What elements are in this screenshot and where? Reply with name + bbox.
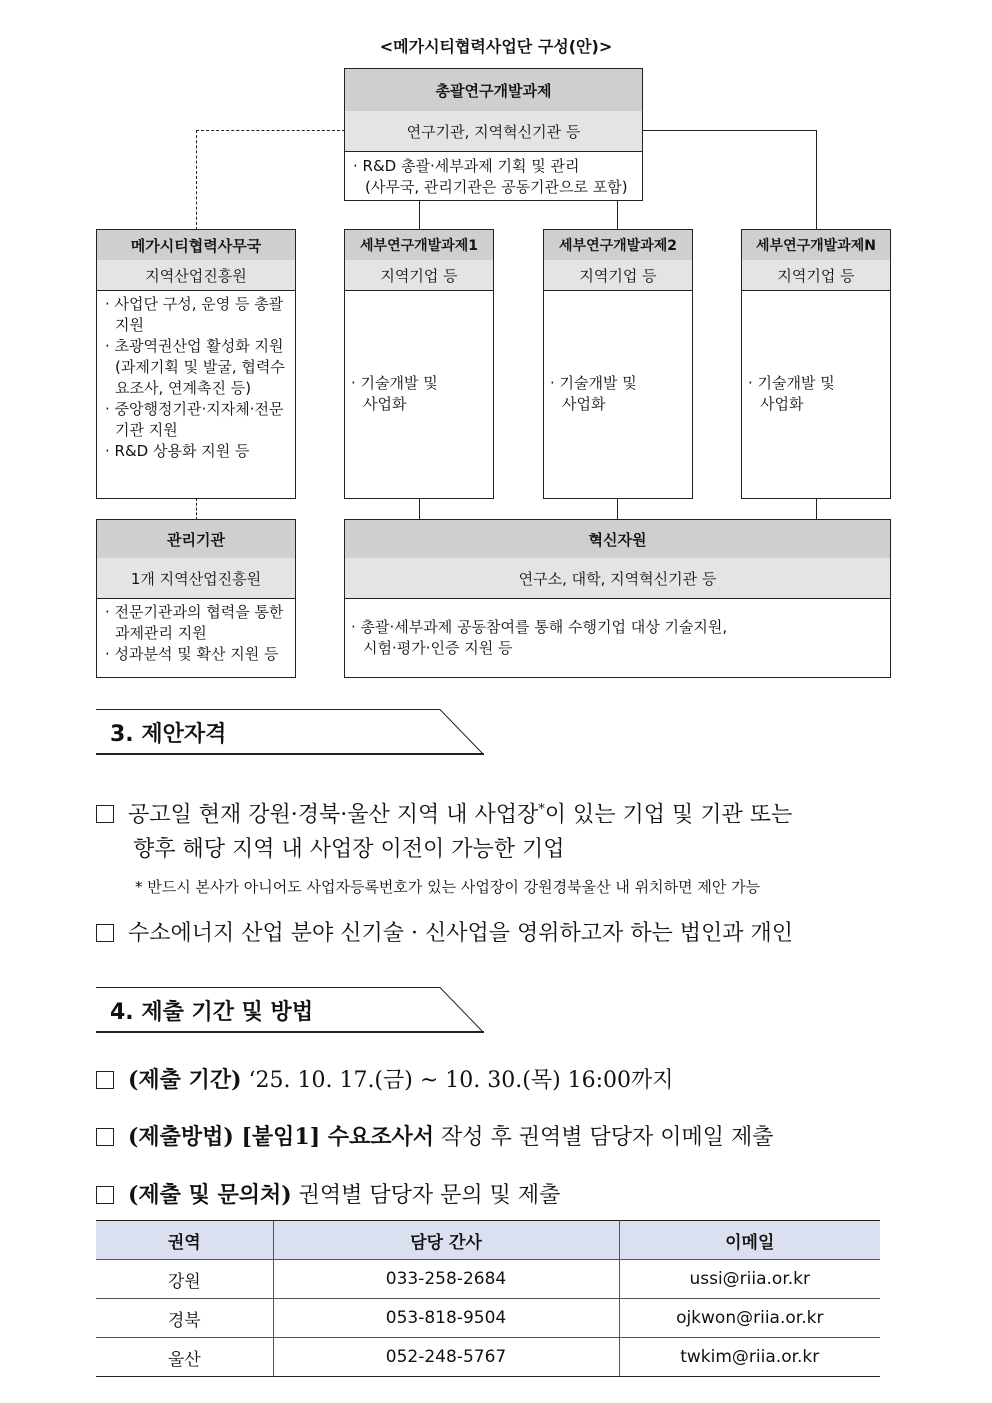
- section-4-item-3: (제출 및 문의처) 권역별 담당자 문의 및 제출: [96, 1175, 560, 1216]
- section-4-title: 4. 제출 기간 및 방법: [110, 999, 314, 1025]
- connector-line: [617, 498, 618, 520]
- email-cell: ojkwon@riia.or.kr: [619, 1299, 880, 1338]
- sub-project-box-2: [543, 229, 693, 499]
- dashed-connector: [196, 498, 197, 520]
- connector-line: [419, 498, 420, 520]
- region-cell: 경북: [96, 1299, 273, 1338]
- table-row: [96, 1299, 880, 1338]
- email-cell: twkim@riia.or.kr: [619, 1338, 880, 1377]
- table-header-row: [96, 1221, 880, 1260]
- email-cell: ussi@riia.or.kr: [619, 1260, 880, 1299]
- sub-box-sub: 지역기업 등: [345, 260, 493, 291]
- org-chart-title: <메가시티협력사업단 구성(안)>: [379, 37, 613, 56]
- dashed-connector: [196, 130, 197, 230]
- sub-box-header: 세부연구개발과제N: [742, 230, 890, 261]
- section-3-title: 3. 제안자격: [110, 721, 227, 747]
- sub-box-body: · 기술개발 및 사업화: [550, 374, 637, 413]
- mgmt-box-header: 관리기관: [97, 520, 295, 559]
- phone-cell: 052-248-5767: [273, 1338, 619, 1377]
- mgmt-box-sub: 1개 지역산업진흥원: [97, 558, 295, 599]
- management-box: [96, 519, 296, 678]
- dashed-connector: [196, 130, 345, 131]
- checkbox-icon: [96, 1071, 114, 1089]
- sub-box-sub: 지역기업 등: [544, 260, 692, 291]
- region-cell: 강원: [96, 1260, 273, 1299]
- checkbox-icon: [96, 924, 114, 942]
- contact-table: [96, 1220, 880, 1377]
- sub-project-box-n: [741, 229, 891, 499]
- office-box-sub: 지역산업진흥원: [97, 260, 295, 291]
- column-header-region: 권역: [96, 1221, 273, 1260]
- phone-cell: 053-818-9504: [273, 1299, 619, 1338]
- connector-line: [642, 130, 816, 131]
- sub-box-header: 세부연구개발과제1: [345, 230, 493, 261]
- sub-box-body: · 기술개발 및 사업화: [351, 374, 438, 413]
- phone-cell: 033-258-2684: [273, 1260, 619, 1299]
- office-box-header: 메가시티협력사무국: [97, 230, 295, 261]
- sub-project-box-1: [344, 229, 494, 499]
- top-box-body: · R&D 총괄·세부과제 기획 및 관리 (사무국, 관리기관은 공동기관으로 포함): [353, 157, 628, 196]
- section-3-item-1: 공고일 현재 강원·경북·울산 지역 내 사업장*이 있는 기업 및 기관 또는: [96, 790, 906, 835]
- connector-line: [816, 498, 817, 520]
- connector-line: [419, 200, 420, 230]
- top-box-sub: 연구기관, 지역혁신기관 등: [345, 111, 642, 152]
- section-3-item-1-cont: 향후 해당 지역 내 사업장 이전이 가능한 기업: [133, 837, 565, 862]
- innov-box-header: 혁신자원: [345, 520, 890, 559]
- section-3-note: * 반드시 본사가 아니어도 사업자등록번호가 있는 사업장이 강원경북울산 내 위치하면 제안 가능: [135, 878, 761, 896]
- checkbox-icon: [96, 1128, 114, 1146]
- sub-box-sub: 지역기업 등: [742, 260, 890, 291]
- innovation-box: [344, 519, 891, 678]
- column-header-contact: 담당 간사: [273, 1221, 619, 1260]
- sub-box-body: · 기술개발 및 사업화: [748, 374, 835, 413]
- mgmt-box-body: · 전문기관과의 협력을 통한 과제관리 지원 · 성과분석 및 확산 지원 등: [105, 603, 284, 663]
- sub-box-header: 세부연구개발과제2: [544, 230, 692, 261]
- checkbox-icon: [96, 1186, 114, 1204]
- connector-line: [617, 200, 618, 230]
- section-3-header: [96, 709, 484, 755]
- section-3-item-2: 수소에너지 산업 분야 신기술 · 신사업을 영위하고자 하는 법인과 개인: [96, 914, 793, 954]
- section-4-item-2: (제출방법) [붙임1] 수요조사서 작성 후 권역별 담당자 이메일 제출: [96, 1117, 774, 1158]
- table-row: [96, 1338, 880, 1377]
- top-box-header: 총괄연구개발과제: [345, 69, 642, 112]
- top-project-box: [344, 68, 643, 201]
- checkbox-icon: [96, 805, 114, 823]
- innov-box-sub: 연구소, 대학, 지역혁신기관 등: [345, 558, 890, 599]
- section-4-item-1: (제출 기간) ‘25. 10. 17.(금) ~ 10. 30.(목) 16:00까지: [96, 1060, 674, 1101]
- office-box-body: · 사업단 구성, 운영 등 총괄지원 · 초광역권산업 활성화 지원(과제기획 및 발굴, 협력수요조사, 연계촉진 등) · 중앙행정기관·지자체·전문기관 지원 · R&D 상용화 지원 등: [105, 295, 285, 460]
- innov-box-body: · 총괄·세부과제 공동참여를 통해 수행기업 대상 기술지원, 시험·평가·인증 지원 등: [351, 617, 728, 657]
- connector-line: [816, 130, 817, 230]
- table-row: [96, 1260, 880, 1299]
- region-cell: 울산: [96, 1338, 273, 1377]
- column-header-email: 이메일: [619, 1221, 880, 1260]
- section-4-header: [96, 987, 484, 1033]
- office-box: [96, 229, 296, 499]
